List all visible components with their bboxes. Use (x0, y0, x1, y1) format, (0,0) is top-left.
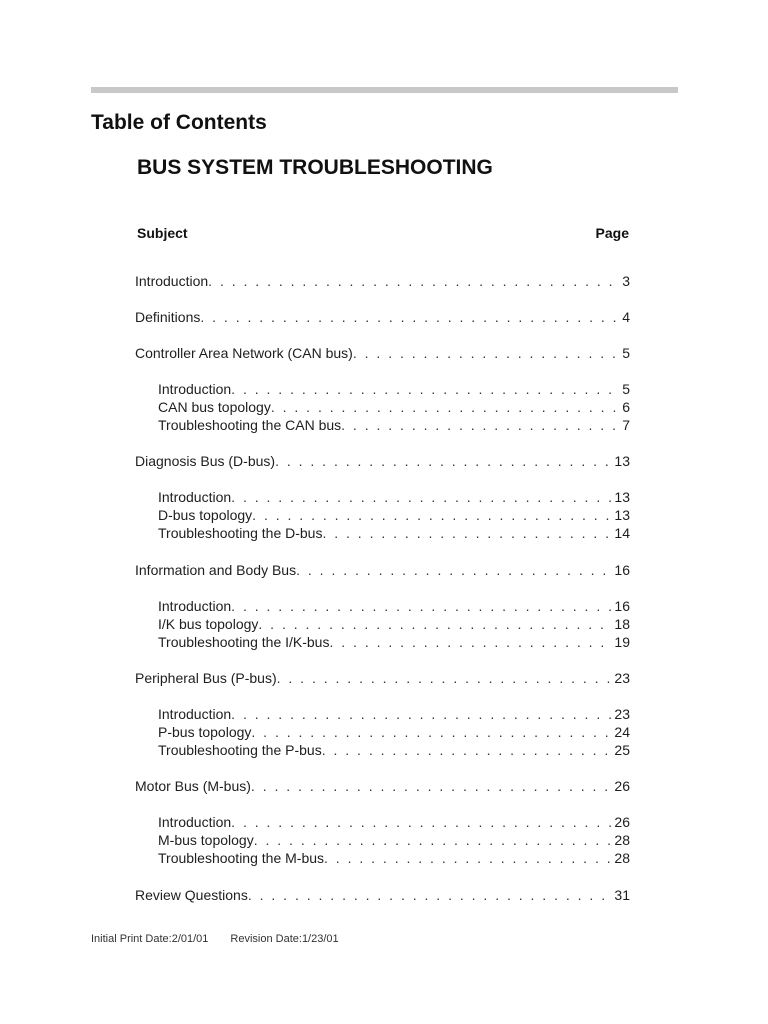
entry-label: Troubleshooting the M-bus (158, 850, 325, 866)
entry-page: 5 (622, 345, 630, 361)
toc-subentry-p-bus-introduction[interactable] (158, 705, 630, 723)
dot-leader (248, 886, 613, 904)
toc-entry-introduction[interactable] (135, 272, 630, 290)
toc-entry-review-questions[interactable] (135, 886, 630, 904)
entry-page: 26 (614, 778, 630, 794)
entry-label: Troubleshooting the I/K-bus (158, 634, 330, 650)
toc-entry-p-bus[interactable] (135, 669, 630, 687)
entry-page: 16 (614, 598, 630, 614)
toc-entry-ik-bus[interactable] (135, 561, 630, 579)
entry-label: M-bus topology (158, 832, 254, 848)
entry-label: P-bus topology (158, 724, 252, 740)
dot-leader (275, 452, 612, 470)
entry-label: D-bus topology (158, 507, 253, 523)
entry-page: 5 (622, 381, 630, 397)
entry-label: Controller Area Network (CAN bus) (135, 345, 353, 361)
entry-label: Troubleshooting the D-bus (158, 525, 323, 541)
top-divider (91, 87, 678, 93)
dot-leader (252, 506, 612, 524)
entry-page: 24 (614, 724, 630, 740)
toc-subentry-m-bus-introduction[interactable] (158, 813, 630, 831)
entry-label: Introduction (158, 598, 232, 614)
toc-subentry-p-bus-topology[interactable] (158, 723, 630, 741)
entry-page: 13 (614, 507, 630, 523)
entry-page: 28 (614, 832, 630, 848)
entry-label: Definitions (135, 309, 201, 325)
entry-label: Troubleshooting the P-bus (158, 742, 322, 758)
dot-leader (296, 561, 612, 579)
entry-page: 14 (614, 525, 630, 541)
toc-entry-d-bus[interactable] (135, 452, 630, 470)
toc-subentry-can-introduction[interactable] (158, 380, 630, 398)
entry-label: Introduction (135, 273, 209, 289)
toc-heading: Table of Contents (91, 111, 267, 134)
dot-leader (341, 416, 620, 434)
toc-subentry-ik-troubleshooting[interactable] (158, 633, 630, 651)
entry-page: 6 (622, 399, 630, 415)
page-footer (91, 933, 339, 945)
dot-leader (231, 813, 612, 831)
entry-page: 19 (614, 634, 630, 650)
dot-leader (200, 308, 620, 326)
entry-page: 25 (614, 742, 630, 758)
entry-page: 28 (614, 850, 630, 866)
toc-subentry-m-bus-troubleshooting[interactable] (158, 849, 630, 867)
toc-entry-m-bus[interactable] (135, 777, 630, 795)
dot-leader (277, 669, 613, 687)
entry-page: 16 (614, 562, 630, 578)
entry-label: Peripheral Bus (P-bus) (135, 670, 277, 686)
entry-label: Introduction (158, 381, 232, 397)
entry-page: 23 (614, 670, 630, 686)
initial-print-date: Initial Print Date:2/01/01 (91, 933, 209, 945)
toc-subentry-p-bus-troubleshooting[interactable] (158, 741, 630, 759)
toc-entry-can-bus[interactable] (135, 344, 630, 362)
entry-label: Motor Bus (M-bus) (135, 778, 251, 794)
entry-page: 4 (622, 309, 630, 325)
entry-page: 31 (614, 887, 630, 903)
entry-page: 26 (614, 814, 630, 830)
toc-subentry-d-bus-topology[interactable] (158, 506, 630, 524)
entry-label: Introduction (158, 706, 232, 722)
entry-label: Introduction (158, 489, 232, 505)
toc-subentry-can-topology[interactable] (158, 398, 630, 416)
dot-leader (231, 488, 612, 506)
toc-subentry-can-troubleshooting[interactable] (158, 416, 630, 434)
entry-page: 18 (614, 616, 630, 632)
entry-page: 7 (622, 417, 630, 433)
toc-subentry-d-bus-introduction[interactable] (158, 488, 630, 506)
dot-leader (322, 741, 613, 759)
toc-subentry-m-bus-topology[interactable] (158, 831, 630, 849)
dot-leader (231, 380, 620, 398)
dot-leader (324, 849, 612, 867)
dot-leader (258, 615, 612, 633)
entry-label: Troubleshooting the CAN bus (158, 417, 342, 433)
entry-label: Review Questions (135, 887, 248, 903)
entry-page: 13 (614, 489, 630, 505)
entry-label: CAN bus topology (158, 399, 271, 415)
toc-entry-definitions[interactable] (135, 308, 630, 326)
revision-date: Revision Date:1/23/01 (230, 933, 339, 945)
dot-leader (329, 633, 612, 651)
subject-column-header: Subject (137, 225, 188, 241)
dot-leader (322, 524, 612, 542)
dot-leader (251, 777, 613, 795)
entry-label: Introduction (158, 814, 232, 830)
dot-leader (231, 705, 612, 723)
toc-subentry-ik-topology[interactable] (158, 615, 630, 633)
entry-label: Diagnosis Bus (D-bus) (135, 453, 276, 469)
entry-label: Information and Body Bus (135, 562, 297, 578)
dot-leader (271, 398, 620, 416)
dot-leader (231, 597, 612, 615)
entry-page: 13 (614, 453, 630, 469)
toc-subentry-d-bus-troubleshooting[interactable] (158, 524, 630, 542)
dot-leader (208, 272, 620, 290)
dot-leader (353, 344, 620, 362)
dot-leader (251, 723, 612, 741)
toc-subentry-ik-introduction[interactable] (158, 597, 630, 615)
entry-label: I/K bus topology (158, 616, 259, 632)
page-column-header: Page (595, 225, 629, 241)
dot-leader (254, 831, 613, 849)
document-title: BUS SYSTEM TROUBLESHOOTING (137, 156, 493, 179)
entry-page: 23 (614, 706, 630, 722)
entry-page: 3 (622, 273, 630, 289)
